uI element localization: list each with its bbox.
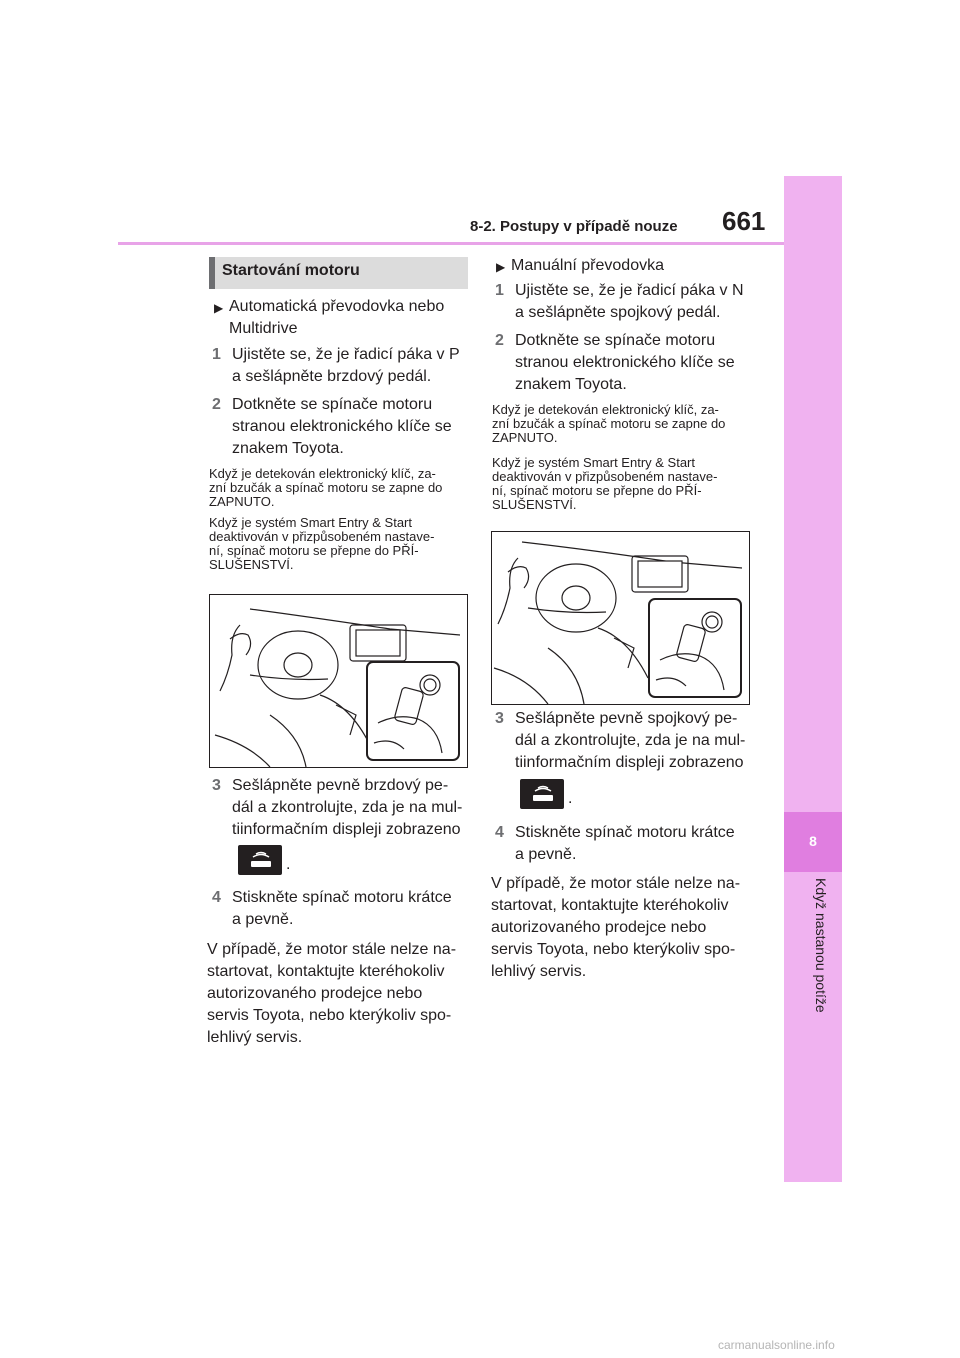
r-step3-line2: dál a zkontrolujte, zda je na mul- <box>515 732 746 749</box>
r-step3-line1: Sešlápněte pevně spojkový pe- <box>515 710 738 727</box>
key-touch-illustration <box>368 663 458 759</box>
indicator-glyph <box>238 845 282 875</box>
step-number: 4 <box>495 824 504 841</box>
para-line2: startovat, kontaktujte kteréhokoliv <box>207 963 445 980</box>
r-step1-line1: Ujistěte se, že je řadicí páka v N <box>515 282 744 299</box>
chapter-title: Když nastanou potíže <box>813 878 829 1013</box>
chapter-tab <box>784 176 842 1182</box>
r-para-line1: V případě, že motor stále nelze na- <box>491 875 741 892</box>
step3-line1: Sešlápněte pevně brzdový pe- <box>232 777 449 794</box>
step3-line3: tiinformačním displeji zobrazeno <box>232 821 461 838</box>
step4-line2: a pevně. <box>232 911 294 928</box>
key-start-indicator-icon <box>520 779 564 809</box>
note2-line1: Když je systém Smart Entry & Start <box>209 515 412 530</box>
r-note2-line4: SLUŠENSTVÍ. <box>492 497 577 512</box>
step2-line1: Dotkněte se spínače motoru <box>232 396 433 413</box>
step-number: 2 <box>495 332 504 349</box>
r-note2-line3: ní, spínač motoru se přepne do PŘÍ- <box>492 483 702 498</box>
para-line3: autorizovaného prodejce nebo <box>207 985 423 1002</box>
step-number: 3 <box>212 777 221 794</box>
r-step3-line3: tiinformačním displeji zobrazeno <box>515 754 744 771</box>
key-touch-illustration <box>650 600 740 696</box>
r-note1-line3: ZAPNUTO. <box>492 430 558 445</box>
r-note1-line1: Když je detekován elektronický klíč, za- <box>492 402 719 417</box>
triangle-right-icon: ▶ <box>496 260 506 274</box>
step-number: 3 <box>495 710 504 727</box>
bullet-manual: Manuální převodovka <box>511 257 664 274</box>
page-number: 661 <box>722 206 766 236</box>
step1-line1: Ujistěte se, že je řadicí páka v P <box>232 346 460 363</box>
bullet-auto-line2: Multidrive <box>229 320 298 337</box>
para-line5: lehlivý servis. <box>207 1029 303 1046</box>
r-note2-line1: Když je systém Smart Entry & Start <box>492 455 695 470</box>
note1-line1: Když je detekován elektronický klíč, za- <box>209 466 436 481</box>
step-number: 1 <box>212 346 221 363</box>
footer-watermark[interactable]: carmanualsonline.info <box>718 1338 835 1352</box>
step-number: 1 <box>495 282 504 299</box>
inset-key-touch <box>366 661 460 761</box>
r-para-line3: autorizovaného prodejce nebo <box>491 919 707 936</box>
figure-engine-start-auto <box>209 594 468 768</box>
step4-line1: Stiskněte spínač motoru krátce <box>232 889 452 906</box>
chapter-number: 8 <box>809 833 817 849</box>
r-note2-line2: deaktivován v přizpůsobeném nastave- <box>492 469 718 484</box>
r-step4-line1: Stiskněte spínač motoru krátce <box>515 824 735 841</box>
para-line4: servis Toyota, nebo kterýkoliv spo- <box>207 1007 452 1024</box>
note1-line2: zní bzučák a spínač motoru se zapne do <box>209 480 443 495</box>
r-para-line5: lehlivý servis. <box>491 963 587 980</box>
r-para-line2: startovat, kontaktujte kteréhokoliv <box>491 897 729 914</box>
step3-tail: . <box>286 856 291 873</box>
header-rule <box>118 242 784 245</box>
r-step2-line2: stranou elektronického klíče se <box>515 354 735 371</box>
r-step1-line2: a sešlápněte spojkový pedál. <box>515 304 721 321</box>
step2-line2: stranou elektronického klíče se <box>232 418 452 435</box>
r-step2-line3: znakem Toyota. <box>515 376 627 393</box>
r-step2-line1: Dotkněte se spínače motoru <box>515 332 716 349</box>
step2-line3: znakem Toyota. <box>232 440 344 457</box>
step3-line2: dál a zkontrolujte, zda je na mul- <box>232 799 463 816</box>
note2-line2: deaktivován v přizpůsobeném nastave- <box>209 529 435 544</box>
note2-line3: ní, spínač motoru se přepne do PŘÍ- <box>209 543 419 558</box>
step1-line2: a sešlápněte brzdový pedál. <box>232 368 432 385</box>
triangle-right-icon: ▶ <box>214 301 224 315</box>
r-para-line4: servis Toyota, nebo kterýkoliv spo- <box>491 941 736 958</box>
inset-key-touch <box>648 598 742 698</box>
note1-line3: ZAPNUTO. <box>209 494 275 509</box>
section-heading: Startování motoru <box>222 262 360 279</box>
indicator-glyph <box>520 779 564 809</box>
bullet-auto-line1: Automatická převodovka nebo <box>229 298 445 315</box>
key-start-indicator-icon <box>238 845 282 875</box>
note2-line4: SLUŠENSTVÍ. <box>209 557 294 572</box>
r-step3-tail: . <box>568 790 573 807</box>
r-step4-line2: a pevně. <box>515 846 577 863</box>
para-line1: V případě, že motor stále nelze na- <box>207 941 457 958</box>
section-title: 8-2. Postupy v případě nouze <box>470 218 678 235</box>
step-number: 4 <box>212 889 221 906</box>
r-note1-line2: zní bzučák a spínač motoru se zapne do <box>492 416 726 431</box>
step-number: 2 <box>212 396 221 413</box>
figure-engine-start-manual <box>491 531 750 705</box>
